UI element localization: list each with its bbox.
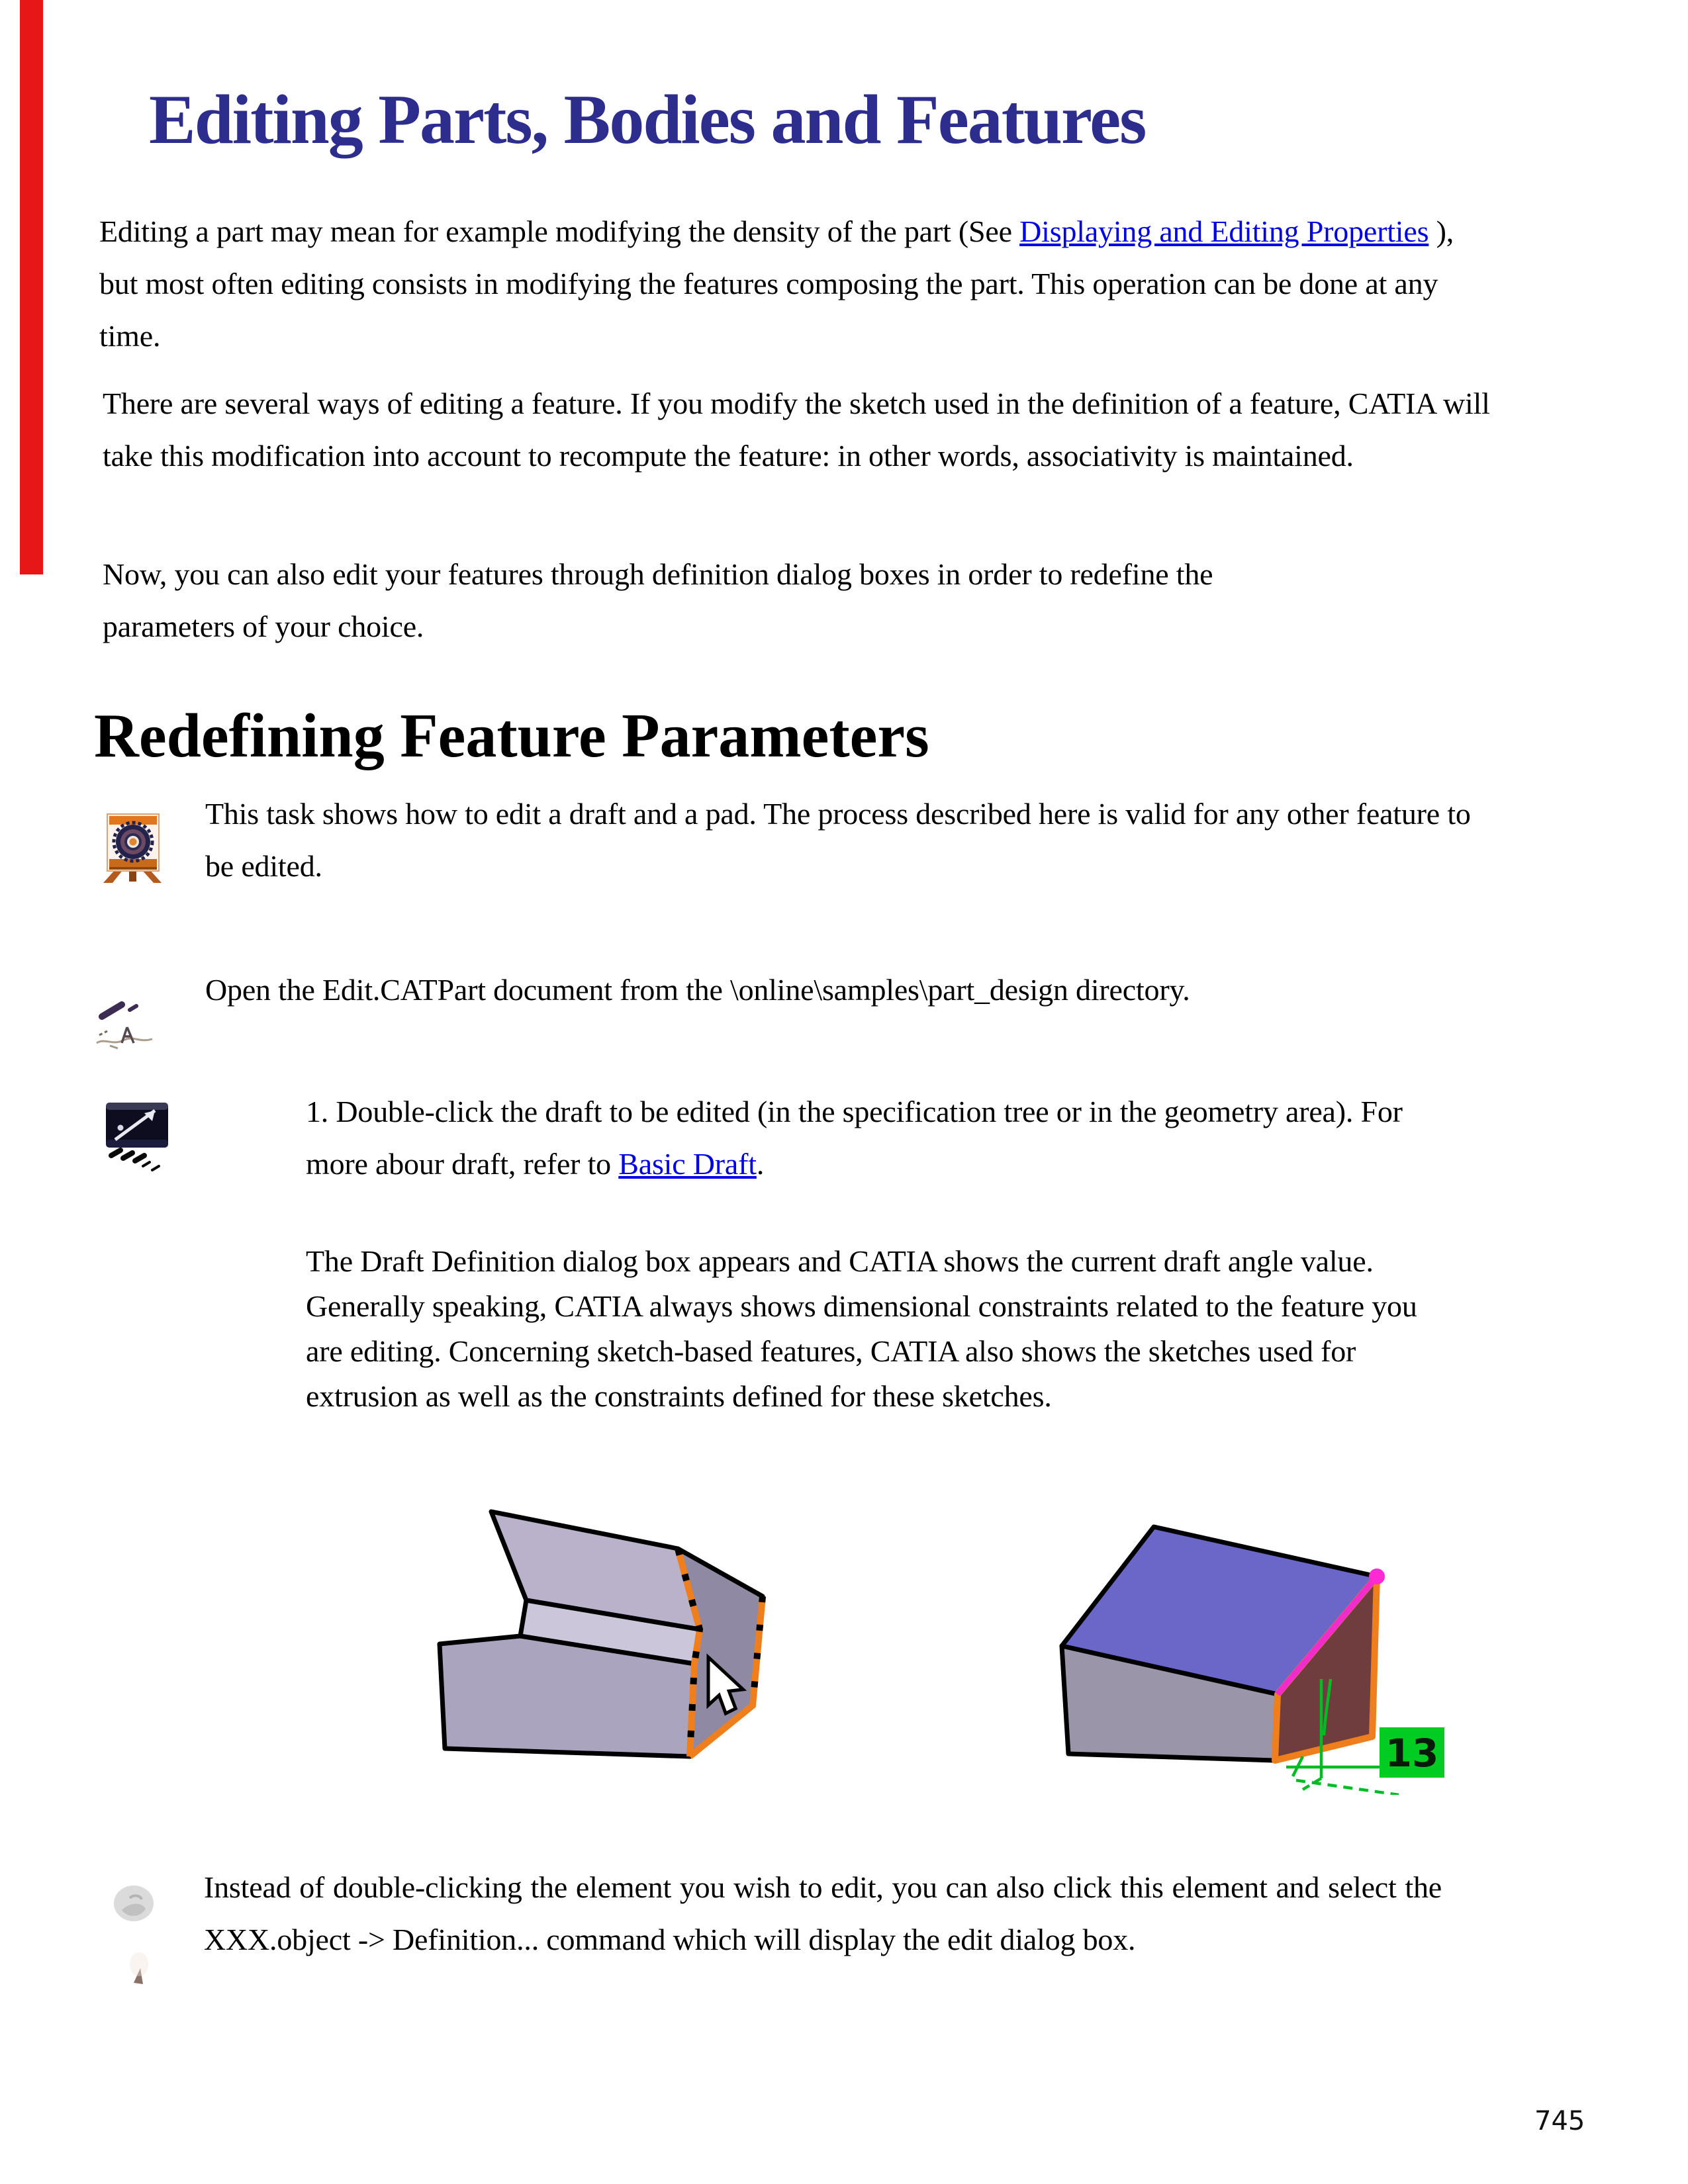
step1-detail-text: The Draft Definition dialog box appears and CATIA shows the current draft angle value. Generally speaking, CATIA always shows dimensional constraints related to the feature you are editing. Concerning sketch-based features, CATIA also shows the sketches used for extrusion as well as the constraints defined for these sketches. (306, 1244, 1417, 1413)
dimension-value: 13 (1385, 1731, 1439, 1776)
page-title: Editing Parts, Bodies and Features (149, 81, 1146, 158)
intro-p1-text-before: Editing a part may mean for example modifying the density of the part (See (99, 214, 1020, 248)
step1-text (306, 1085, 1431, 1190)
intro-paragraph-2: There are several ways of editing a feature. If you modify the sketch used in the definition of a feature, CATIA will take this modification into account to recompute the feature: in other words, associativity is maintained. (103, 387, 1490, 473)
open-step-text: Open the Edit.CATPart document from the \online\samples\part_design directory. (205, 973, 1190, 1007)
link-displaying-and-editing-properties[interactable]: Displaying and Editing Properties (1019, 214, 1429, 248)
intro-paragraph-1 (99, 205, 1496, 362)
link-basic-draft[interactable]: Basic Draft (618, 1147, 757, 1181)
note-tip-icon (99, 1878, 172, 1991)
vertex-highlight-dot (1369, 1569, 1385, 1584)
task-text: This task shows how to edit a draft and a pad. The process described here is valid for any other feature to be edited. (205, 797, 1471, 883)
scenario-step-icon (105, 1101, 172, 1174)
revision-bar (20, 0, 43, 574)
section-heading: Redefining Feature Parameters (94, 702, 929, 770)
right-part-figure (1011, 1451, 1448, 1795)
step1-text-after: . (756, 1147, 765, 1181)
note-text: Instead of double-clicking the element you wish to edit, you can also click this element and select the XXX.object -> Definition... command which will display the edit dialog box. (204, 1870, 1442, 1956)
left-part-figure (392, 1471, 802, 1768)
intro-paragraph-3: Now, you can also edit your features through definition dialog boxes in order to redefine the parameters of your choice. (103, 557, 1213, 643)
intro-p1-text-after: ), but most often editing consists in modifying the features composing the part. This operation can be done at any time. (99, 214, 1454, 353)
open-document-icon (93, 990, 156, 1054)
task-target-icon (98, 811, 167, 886)
step1-text-before: 1. Double-click the draft to be edited (in the specification tree or in the geometry area). For more abour draft, refer to (306, 1095, 1403, 1181)
page-number: 745 (1534, 2106, 1585, 2136)
